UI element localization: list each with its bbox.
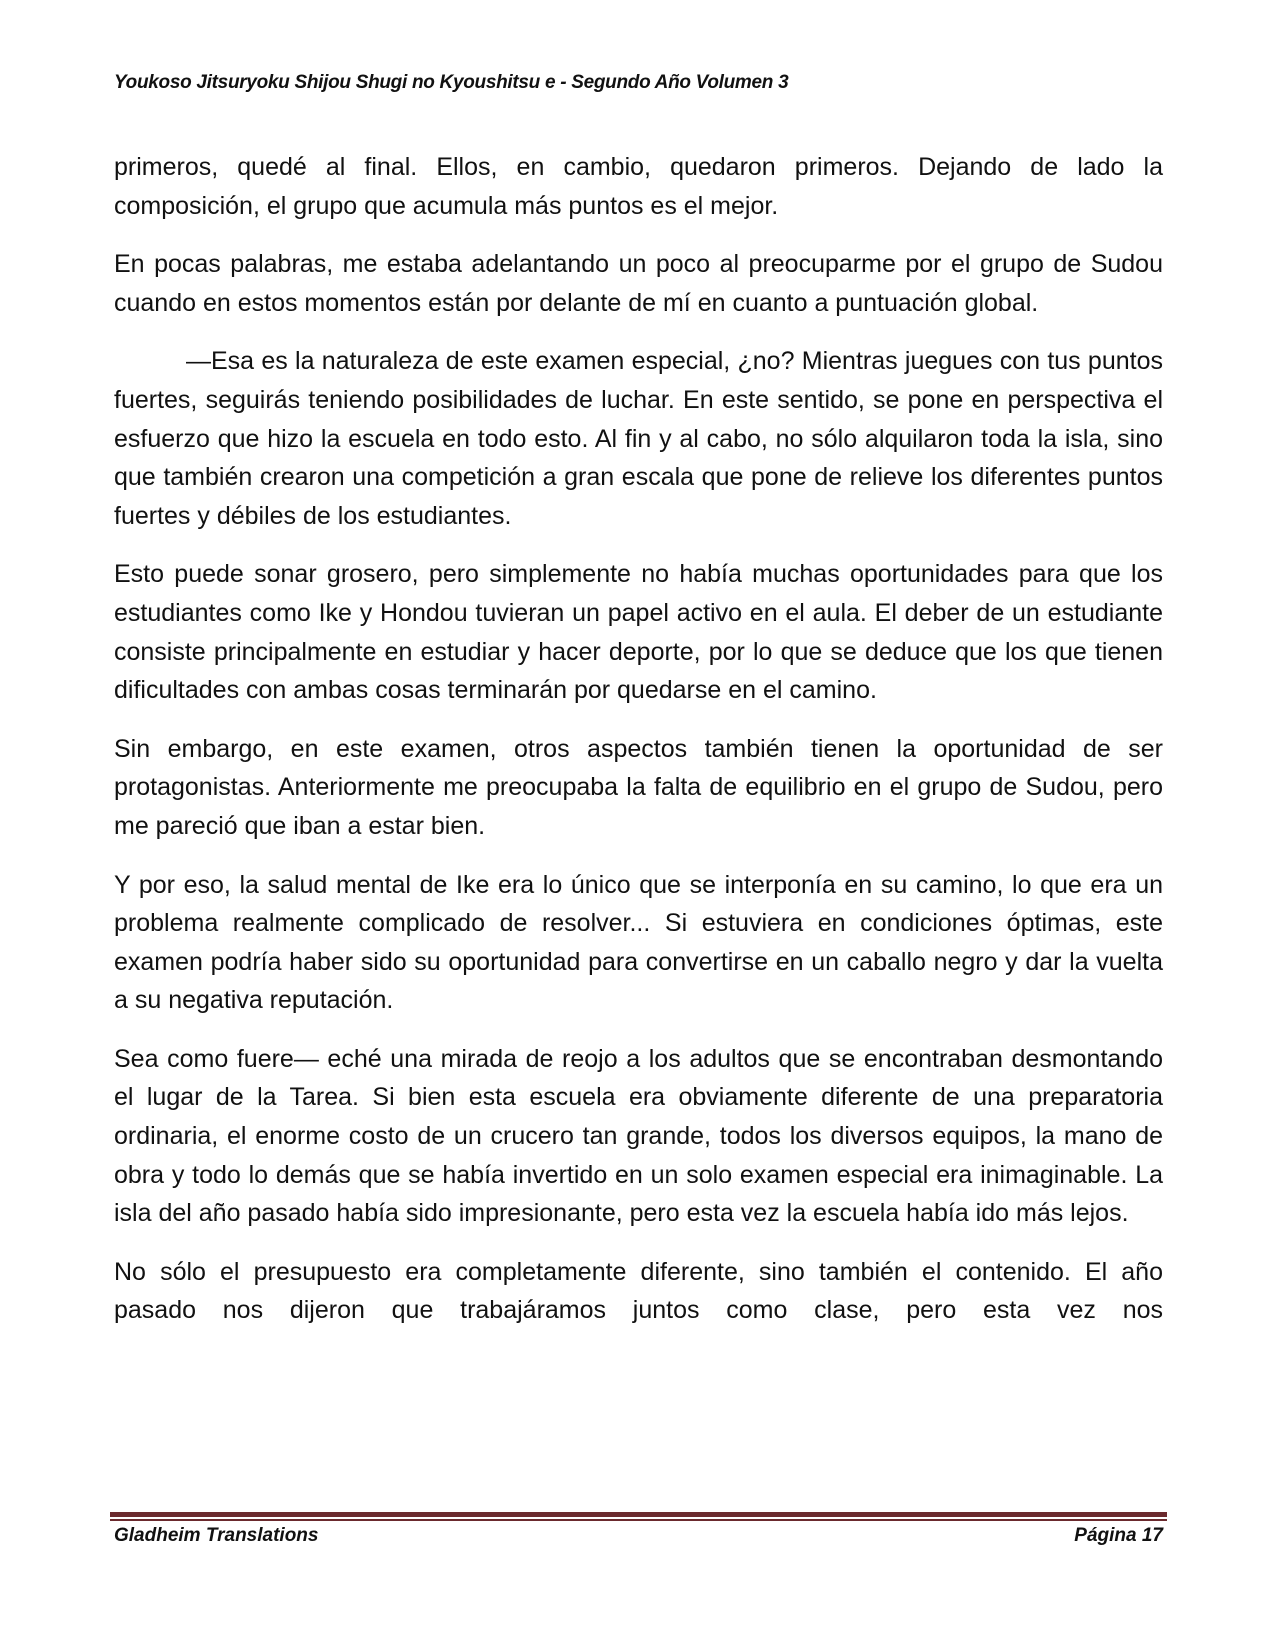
paragraph: Esto puede sonar grosero, pero simplemente no había muchas oportunidades para que los estudiantes como Ike y Hondou tuvieran un papel activo en el aula. El deber de un estudiante consiste principalmente en estudiar y hacer deporte, por lo que se deduce que los que tienen dificultades con ambas cosas terminarán por quedarse en el camino. — [114, 560, 1163, 705]
paragraph: Sea como fuere— eché una mirada de reojo a los adultos que se encontraban desmontando el lugar de la Tarea. Si bien esta escuela era obviamente diferente de una preparatoria ordinaria, el enorme costo de un crucero tan grande, todos los diversos equipos, la mano de obra y todo lo demás que se había invertido en un solo examen especial era inimaginable. La isla del año pasado había sido impresionante, pero esta vez la escuela había ido más lejos. — [114, 1044, 1163, 1228]
paragraph: —Esa es la naturaleza de este examen especial, ¿no? Mientras juegues con tus puntos fuertes, seguirás teniendo posibilidades de luchar. En este sentido, se pone en perspectiva el esfuerzo que hizo la escuela en todo esto. Al fin y al cabo, no sólo alquilaron toda la isla, sino que también crearon una competición a gran escala que pone de relieve los diferentes puntos fuertes y débiles de los estudiantes. — [114, 347, 1163, 530]
running-header: Youkoso Jitsuryoku Shijou Shugi no Kyoushitsu e - Segundo Año Volumen 3 — [114, 72, 789, 93]
paragraph: Y por eso, la salud mental de Ike era lo único que se interponía en su camino, lo que era un problema realmente complicado de resolver... Si estuviera en condiciones óptimas, este examen podría haber sido su oportunidad para convertirse en un caballo negro y dar la vuelta a su negativa reputación. — [114, 870, 1163, 1015]
page-number: Página 17 — [1074, 1525, 1163, 1546]
paragraph: Sin embargo, en este examen, otros aspectos también tienen la oportunidad de ser protagonistas. Anteriormente me preocupaba la falta de equilibrio en el grupo de Sudou, pero me pareció que iban a estar bien. — [114, 734, 1163, 840]
footer-credit: Gladheim Translations — [114, 1525, 319, 1546]
paragraph: En pocas palabras, me estaba adelantando un poco al preocuparme por el grupo de Sudou cuando en estos momentos están por delante de mí en cuanto a puntuación global. — [114, 250, 1163, 317]
paragraph: No sólo el presupuesto era completamente diferente, sino también el contenido. El año pasado nos dijeron que trabajáramos juntos como clase, pero esta vez nos — [114, 1257, 1163, 1325]
page-footer — [114, 1525, 1163, 1547]
paragraph: primeros, quedé al final. Ellos, en cambio, quedaron primeros. Dejando de lado la composición, el grupo que acumula más puntos es el mejor. — [114, 153, 1163, 220]
footer-rule-thin — [110, 1519, 1167, 1521]
footer-rule-thick — [110, 1512, 1167, 1517]
page-body — [114, 148, 1163, 1350]
